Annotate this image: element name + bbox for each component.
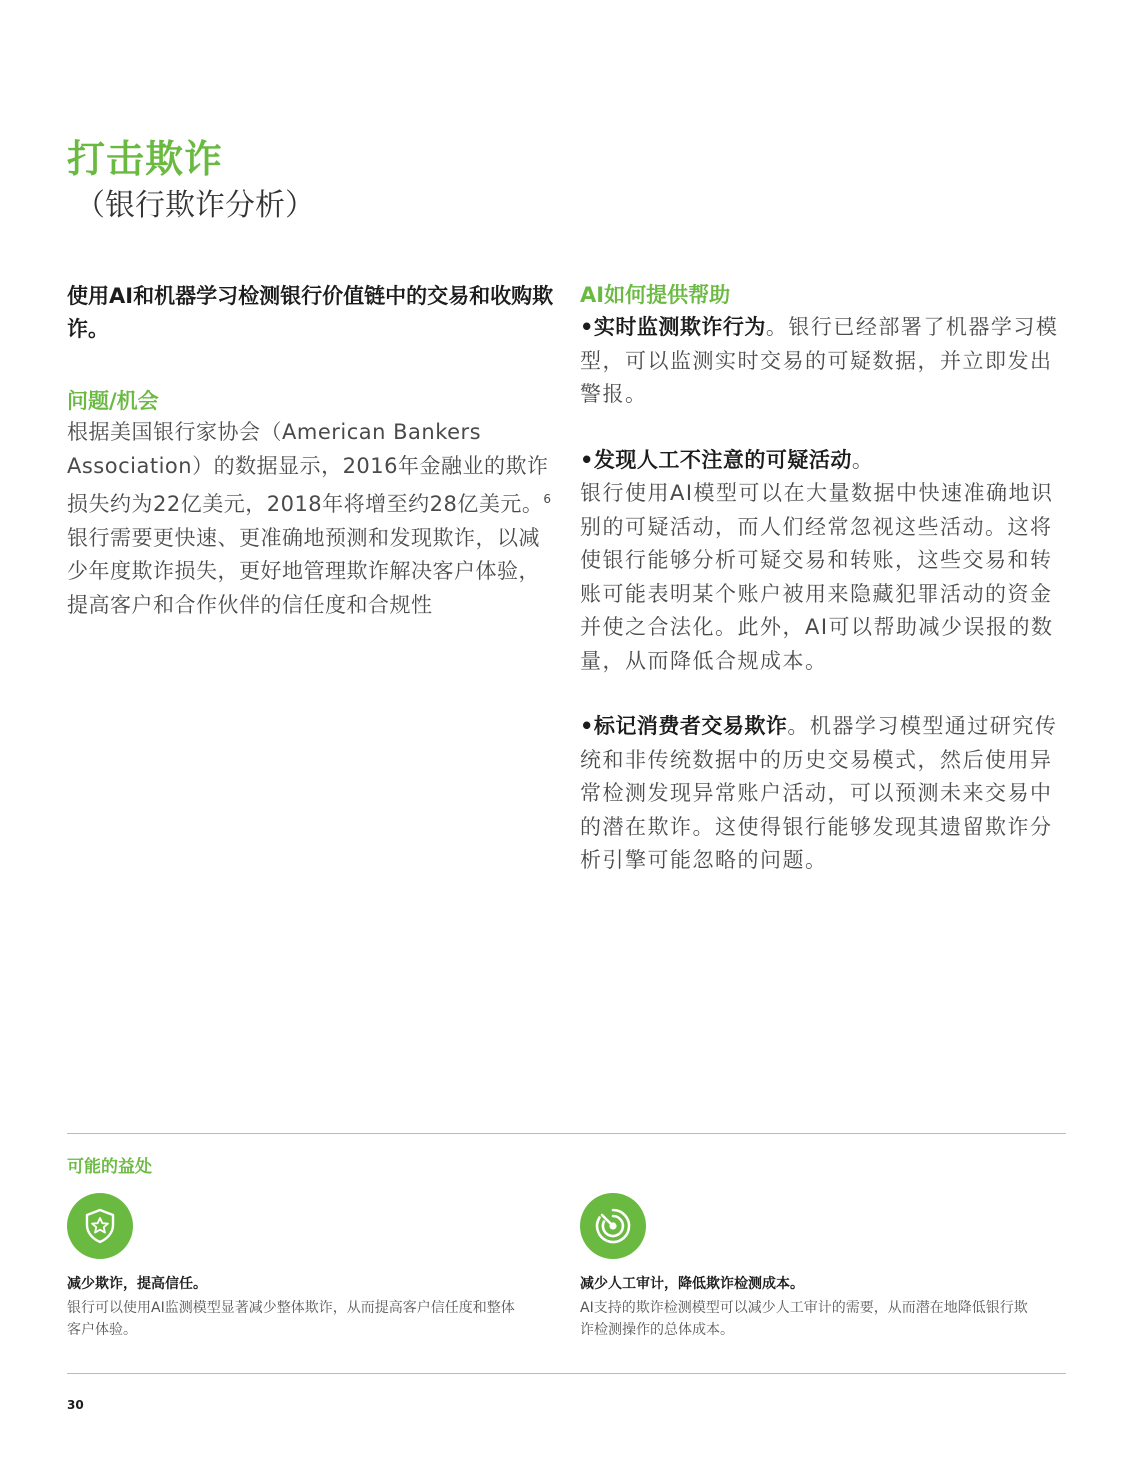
bullet-separator: 。 bbox=[851, 447, 875, 472]
page-number: 30 bbox=[67, 1398, 84, 1412]
section-heading-how-ai-helps: AI如何提供帮助 bbox=[580, 283, 731, 307]
page-subtitle: （银行欺诈分析） bbox=[75, 188, 315, 223]
section-heading-problem: 问题/机会 bbox=[67, 389, 159, 413]
left-column bbox=[67, 280, 557, 622]
shield-star-icon bbox=[67, 1193, 133, 1259]
bullet-realtime-monitoring bbox=[580, 311, 1070, 412]
benefit-title: 减少欺诈，提高信任。 bbox=[67, 1276, 207, 1292]
benefit-text: 银行可以使用AI监测模型显著减少整体欺诈，从而提高客户信任度和整体客户体验。 bbox=[67, 1300, 515, 1338]
benefit-item-reduce-fraud bbox=[67, 1193, 527, 1341]
footnote-reference: 6 bbox=[543, 492, 552, 506]
bullet-title: •标记消费者交易欺诈 bbox=[580, 714, 788, 738]
bullet-text: 银行已经部署了机器学习模型，可以监测实时交易的可疑数据，并立即发出警报。 bbox=[580, 315, 1059, 406]
benefit-text: AI支持的欺诈检测模型可以减少人工审计的需要，从而潜在地降低银行欺诈检测操作的总体成本。 bbox=[580, 1300, 1028, 1338]
page-title: 打击欺诈 bbox=[67, 137, 224, 181]
bullet-text: 银行使用AI模型可以在大量数据中快速准确地识别的可疑活动，而人们经常忽视这些活动。这将使银行能够分析可疑交易和转账，这些交易和转账可能表明某个账户被用来隐藏犯罪活动的资金并使之合法化。此外，AI可以帮助减少误报的数量，从而降低合规成本。 bbox=[580, 481, 1054, 673]
bullet-title: •实时监测欺诈行为 bbox=[580, 315, 766, 339]
radar-target-icon bbox=[580, 1193, 646, 1259]
bottom-divider bbox=[67, 1373, 1066, 1374]
benefits-label: 可能的益处 bbox=[67, 1157, 152, 1177]
problem-paragraph-part1: 根据美国银行家协会（American Bankers Association）的数据显示，2016年金融业的欺诈损失约为22亿美元，2018年将增至约28亿美元。 bbox=[67, 420, 549, 516]
problem-paragraph-part2: 银行需要更快速、更准确地预测和发现欺诈，以减少年度欺诈损失，更好地管理欺诈解决客户体验，提高客户和合作伙伴的信任度和合规性 bbox=[67, 525, 540, 617]
bullet-separator: 。 bbox=[787, 714, 810, 738]
bullet-title: •发现人工不注意的可疑活动 bbox=[580, 447, 852, 472]
lead-statement: 使用AI和机器学习检测银行价值链中的交易和收购欺诈。 bbox=[67, 284, 554, 341]
bullet-consumer-fraud bbox=[580, 710, 1070, 878]
right-column bbox=[580, 280, 1070, 910]
benefit-item-reduce-audit bbox=[580, 1193, 1040, 1341]
bullet-separator: 。 bbox=[765, 315, 789, 339]
bullet-suspicious-activity bbox=[580, 444, 1070, 679]
problem-paragraph bbox=[67, 416, 557, 622]
bullet-text: 机器学习模型通过研究传统和非传统数据中的历史交易模式，然后使用异常检测发现异常账户活动，可以预测未来交易中的潜在欺诈。这使得银行能够发现其遗留欺诈分析引擎可能忽略的问题。 bbox=[580, 714, 1058, 872]
top-divider bbox=[67, 1133, 1066, 1134]
benefit-title: 减少人工审计，降低欺诈检测成本。 bbox=[580, 1276, 804, 1292]
